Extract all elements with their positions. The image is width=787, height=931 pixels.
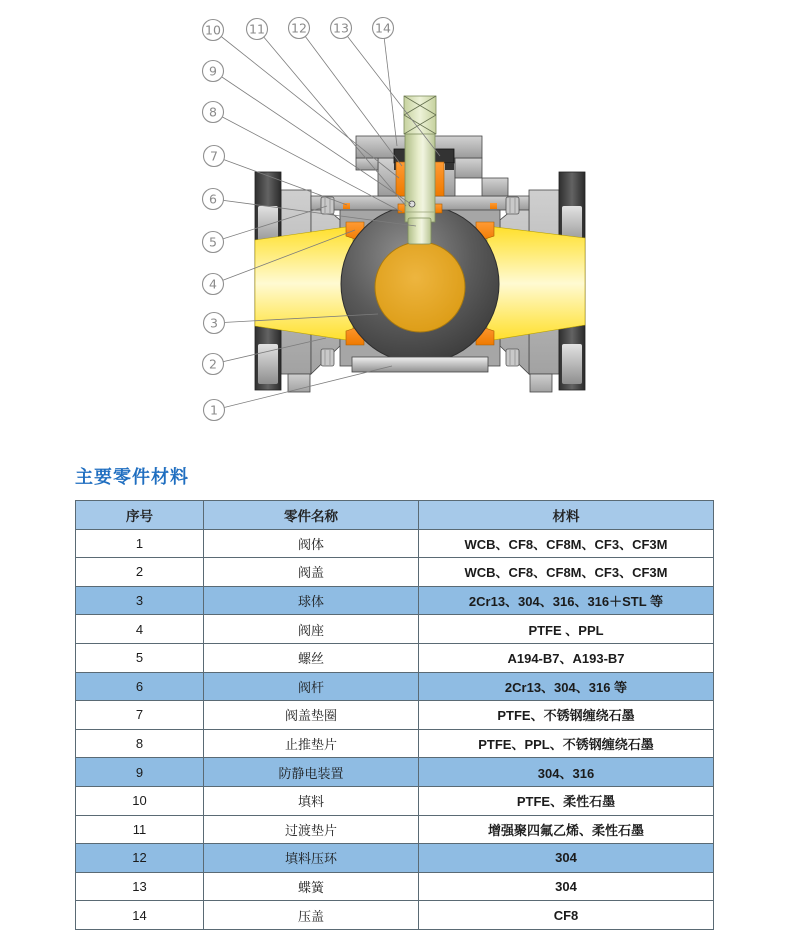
callout-2-label: 2	[209, 356, 217, 372]
callout-11-label: 11	[249, 21, 265, 37]
cell-material: 304、316	[419, 758, 714, 787]
bottom-plate	[352, 357, 488, 372]
cell-no: 1	[76, 529, 204, 558]
table-row	[76, 786, 714, 815]
callout-9	[203, 61, 224, 82]
callout-1	[204, 400, 225, 421]
packing-left	[396, 162, 406, 196]
cell-material: A194-B7、A193-B7	[419, 643, 714, 672]
callout-10-label: 10	[205, 22, 221, 38]
leader-10	[213, 30, 399, 178]
cell-no: 6	[76, 672, 204, 701]
cell-no: 3	[76, 586, 204, 615]
bonnet-step-right1	[455, 158, 482, 178]
leader-14	[383, 28, 397, 146]
callout-5-label: 5	[209, 234, 217, 250]
right-bore-yellow	[487, 226, 585, 341]
callout-7-label: 7	[210, 148, 218, 164]
table-row	[76, 815, 714, 844]
callout-6-label: 6	[209, 191, 217, 207]
cell-material: PTFE、不锈钢缠绕石墨	[419, 701, 714, 730]
cell-no: 8	[76, 729, 204, 758]
cell-part-name: 螺丝	[204, 643, 419, 672]
cell-part-name: 阀杆	[204, 672, 419, 701]
valve-svg	[0, 0, 787, 455]
cell-material: WCB、CF8、CF8M、CF3、CF3M	[419, 558, 714, 587]
callout-8-label: 8	[209, 104, 217, 120]
callout-14	[373, 18, 394, 39]
callout-11	[247, 19, 268, 40]
cell-no: 7	[76, 701, 204, 730]
cell-part-name: 球体	[204, 586, 419, 615]
stem-tang	[408, 218, 431, 244]
callout-13-label: 13	[333, 20, 349, 36]
header-no: 序号	[76, 501, 204, 530]
table-row	[76, 844, 714, 873]
right-bolt-hole-bottom	[562, 344, 582, 384]
stud-right-bottom	[506, 349, 519, 366]
cell-no: 4	[76, 615, 204, 644]
cell-material: 增强聚四氟乙烯、柔性石墨	[419, 815, 714, 844]
callout-1-label: 1	[210, 402, 218, 418]
callout-6	[203, 189, 224, 210]
cell-material: WCB、CF8、CF8M、CF3、CF3M	[419, 529, 714, 558]
callout-3	[204, 313, 225, 334]
antistatic-ball	[409, 201, 415, 207]
valve-cross-section-diagram	[0, 0, 787, 455]
callout-4-label: 4	[209, 276, 217, 292]
cell-part-name: 过渡垫片	[204, 815, 419, 844]
header-material: 材料	[419, 501, 714, 530]
cell-material: PTFE、PPL、不锈钢缠绕石墨	[419, 729, 714, 758]
table-row	[76, 558, 714, 587]
bonnet-step-right2	[482, 178, 508, 196]
table-row	[76, 701, 714, 730]
stem-top-hatched	[404, 96, 436, 134]
cell-part-name: 阀盖垫圈	[204, 701, 419, 730]
cell-no: 10	[76, 786, 204, 815]
table-row	[76, 586, 714, 615]
callout-12-label: 12	[291, 20, 307, 36]
callout-14-label: 14	[375, 20, 391, 36]
callout-10	[203, 20, 224, 41]
callout-13	[331, 18, 352, 39]
cell-part-name: 填料压环	[204, 844, 419, 873]
stem	[404, 96, 436, 244]
parts-material-table	[75, 500, 714, 930]
callout-3-label: 3	[210, 315, 218, 331]
cell-no: 2	[76, 558, 204, 587]
table-row	[76, 729, 714, 758]
table-row	[76, 615, 714, 644]
cell-no: 5	[76, 643, 204, 672]
cell-part-name: 阀体	[204, 529, 419, 558]
stud-left-bottom	[321, 349, 334, 366]
gland-tab-right	[445, 163, 454, 170]
table-header-row	[76, 501, 714, 530]
stud-right-top	[506, 197, 519, 214]
cell-part-name: 填料	[204, 786, 419, 815]
cell-no: 13	[76, 872, 204, 901]
table-row	[76, 758, 714, 787]
callout-2	[203, 354, 224, 375]
cell-part-name: 止推垫片	[204, 729, 419, 758]
table-row	[76, 672, 714, 701]
left-bore-yellow	[255, 226, 353, 341]
cell-part-name: 防静电装置	[204, 758, 419, 787]
cell-material: 2Cr13、304、316、316＋STL 等	[419, 586, 714, 615]
cell-part-name: 压盖	[204, 901, 419, 930]
cell-material: 304	[419, 872, 714, 901]
cell-part-name: 蝶簧	[204, 872, 419, 901]
cell-material: PTFE、柔性石墨	[419, 786, 714, 815]
cell-material: CF8	[419, 901, 714, 930]
callout-9-label: 9	[209, 63, 217, 79]
table-row	[76, 872, 714, 901]
table-row	[76, 901, 714, 930]
stem-shaft	[405, 128, 435, 222]
cell-material: 304	[419, 844, 714, 873]
callout-8	[203, 102, 224, 123]
right-foot	[530, 374, 552, 392]
cell-no: 11	[76, 815, 204, 844]
table-row	[76, 643, 714, 672]
cell-no: 12	[76, 844, 204, 873]
header-part-name: 零件名称	[204, 501, 419, 530]
packing-right	[434, 162, 444, 196]
cell-part-name: 阀盖	[204, 558, 419, 587]
cell-material: 2Cr13、304、316 等	[419, 672, 714, 701]
callout-4	[203, 274, 224, 295]
cell-part-name: 阀座	[204, 615, 419, 644]
cell-no: 9	[76, 758, 204, 787]
page-title: 主要零件材料	[75, 467, 189, 487]
callout-5	[203, 232, 224, 253]
table-row	[76, 529, 714, 558]
callout-12	[289, 18, 310, 39]
callout-7	[204, 146, 225, 167]
cell-no: 14	[76, 901, 204, 930]
cell-material: PTFE 、PPL	[419, 615, 714, 644]
bonnet-gasket-right	[490, 203, 497, 209]
ball-bore	[375, 242, 465, 332]
